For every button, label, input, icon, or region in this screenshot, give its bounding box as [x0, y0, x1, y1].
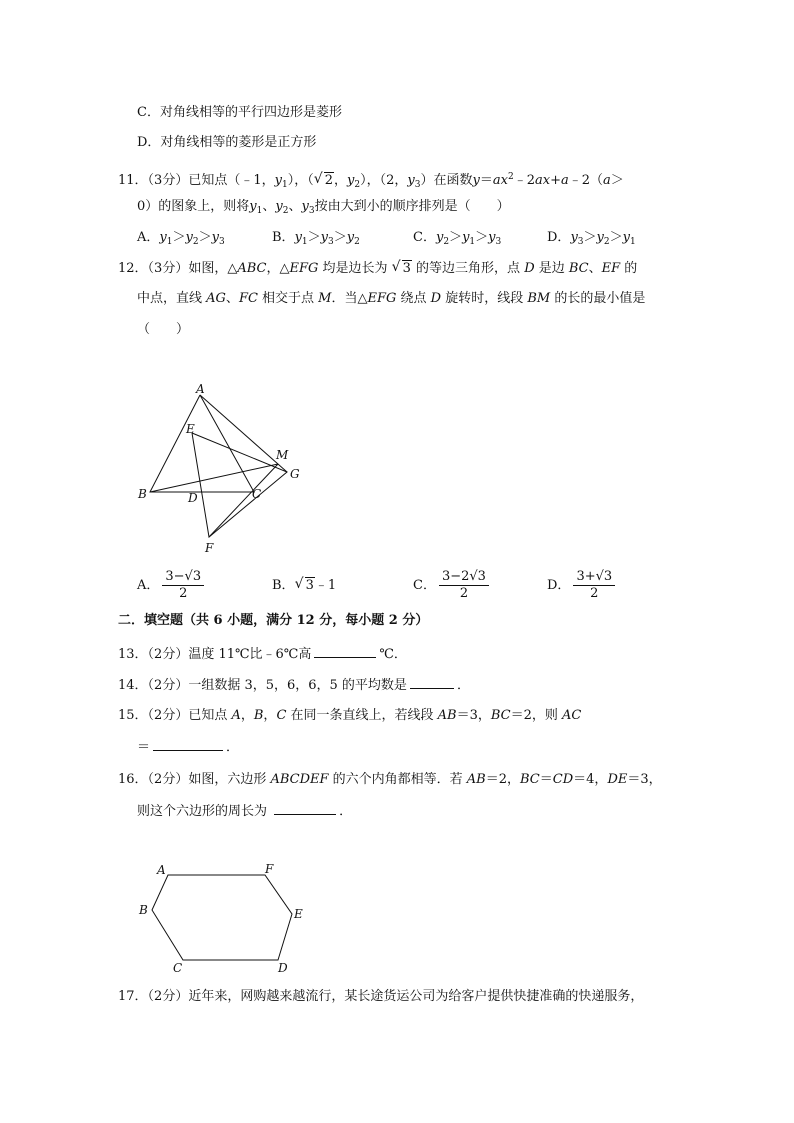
q11-number: 11．: [118, 173, 148, 188]
q13: 13．（2分）温度 11℃比﹣6℃高 ℃．: [118, 647, 407, 662]
line-ag: [200, 395, 287, 472]
q12-option-d: D． $\frac{3+√3}{2}$: [547, 566, 618, 606]
q15-line1: 15．（2分）已知点 A，B，C 在同一条直线上，若线段 AB＝3，BC＝2，则 AC: [118, 708, 582, 723]
sqrt-icon: √ 2: [314, 172, 334, 190]
triangle-efg: [192, 433, 287, 537]
q11-option-a: A．$y_1>y_2>y_3$: [137, 230, 225, 247]
q13-answer-blank[interactable]: [314, 645, 376, 658]
q15-line2: ＝ ．: [137, 740, 240, 755]
label-a: A: [157, 863, 166, 877]
sqrt-icon: √ 3: [392, 260, 412, 278]
label-e: E: [186, 422, 195, 436]
label-c: C: [173, 961, 183, 975]
hexagon-abcdef: [152, 875, 292, 960]
section2-title: 二．填空题（共 6 小题，满分 12 分，每小题 2 分）: [118, 613, 429, 628]
q12-line3: （ ）: [137, 322, 190, 337]
q14: 14．（2分）一组数据 3，5，6，6，5 的平均数是 ．: [118, 678, 470, 693]
label-d: D: [188, 491, 198, 505]
q11-option-d: D．$y_3>y_2>y_1$: [547, 230, 636, 247]
q11-line2: 0）的图象上，则将$y_1$、$y_2$、$y_3$按由大到小的顺序排列是（ ）: [137, 199, 510, 216]
label-d: D: [278, 961, 288, 975]
q16-hexagon-figure: [135, 860, 315, 980]
q12-score: （3分）: [147, 261, 189, 276]
q11-option-c: C．$y_2>y_1>y_3$: [413, 230, 502, 247]
line-fm: [209, 464, 278, 537]
q12-option-c: C． $\frac{3-2√3}{2}$: [413, 566, 492, 606]
label-f: F: [265, 862, 274, 876]
triangle-abc: [150, 395, 254, 492]
q12-number: 12．: [118, 261, 148, 276]
q15-answer-blank[interactable]: [153, 738, 223, 751]
q10-option-c: C．对角线相等的平行四边形是菱形: [137, 105, 342, 120]
q12-option-b: B．√ 3﹣1: [272, 566, 336, 606]
q12-option-a: A． $\frac{3-√3}{2}$: [137, 566, 207, 606]
q11-option-b: B．$y_1>y_3>y_2$: [272, 230, 360, 247]
label-m: M: [276, 448, 289, 462]
label-e: E: [294, 907, 303, 921]
label-g: G: [290, 467, 300, 481]
label-c: C: [252, 487, 262, 501]
q16-line2: 则这个六边形的周长为 ．: [137, 804, 353, 819]
q17-line1: 17．（2分）近年来，网购越来越流行，某长途货运公司为给客户提供快捷准确的快递服务，: [118, 989, 644, 1004]
q12-triangle-figure: [130, 380, 310, 560]
q16-answer-blank[interactable]: [274, 802, 336, 815]
label-b: B: [138, 487, 147, 501]
q11-score: （3分）: [147, 173, 189, 188]
label-f: F: [205, 541, 214, 555]
q12-line1: 12．（3分）如图，△ABC，△EFG 均是边长为 √ 3 的等边三角形，点 D 是边 BC、EF 的: [118, 260, 637, 278]
label-b: B: [139, 903, 148, 917]
q16-line1: 16．（2分）如图，六边形 ABCDEF 的六个内角都相等．若 AB＝2，BC＝CD＝4，DE＝3，: [118, 772, 662, 787]
q10-option-d: D．对角线相等的菱形是正方形: [137, 135, 317, 150]
q14-answer-blank[interactable]: [410, 676, 454, 689]
q12-line2: 中点，直线 AG、FC 相交于点 M．当△EFG 绕点 D 旋转时，线段 BM 的长的最小值是: [137, 291, 646, 306]
label-a: A: [196, 382, 205, 396]
sqrt-icon: √ 3: [295, 566, 315, 606]
q11-line1: 11．（3分）已知点（﹣1，$y_1$），（√ 2，$y_2$），（2，$y_3$）在函数$y=ax^2﹣2ax+a﹣2(a>$: [118, 168, 624, 194]
